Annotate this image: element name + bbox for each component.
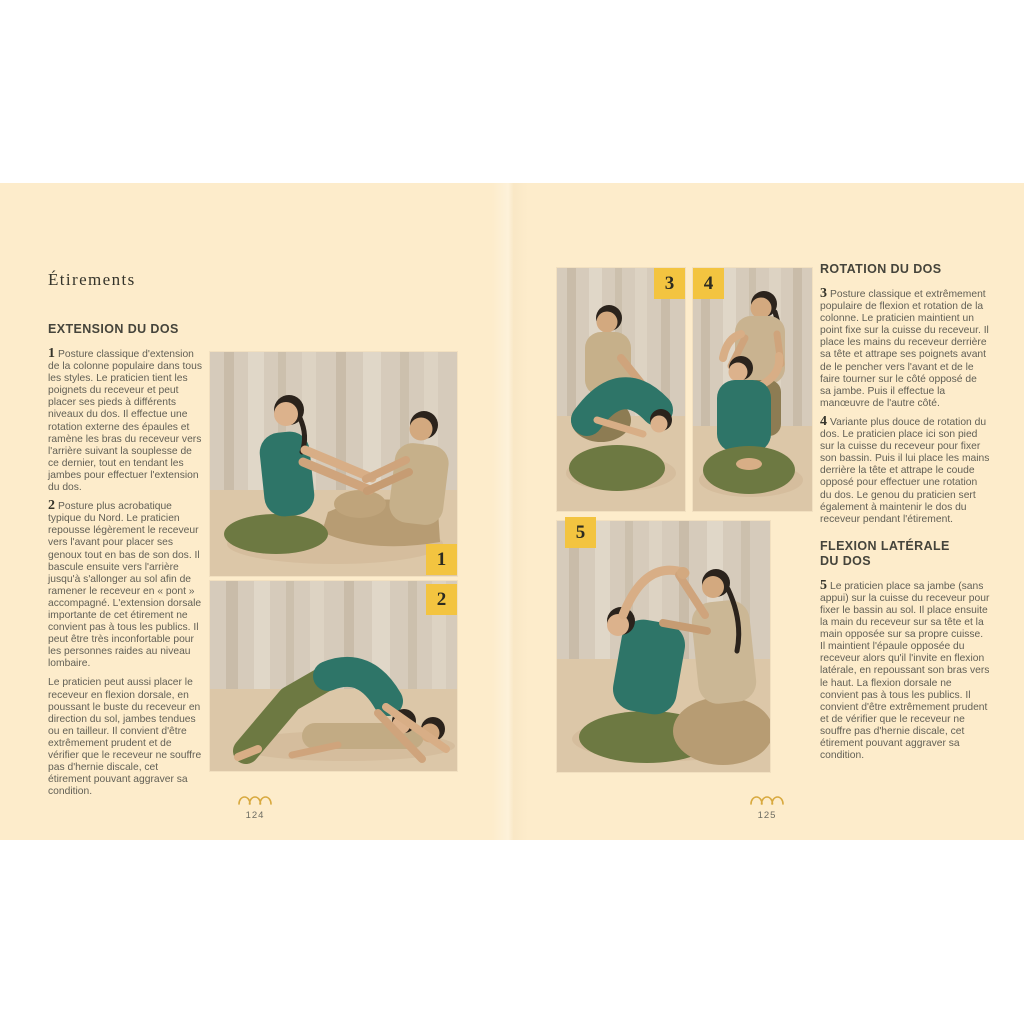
left-page-text-column <box>48 270 203 798</box>
step-number: 5 <box>820 577 827 593</box>
photo-4-illustration <box>693 268 812 511</box>
paragraph-text: Le praticien peut aussi placer le receveur en flexion dorsale, en poussant le buste du receveur en direction du sol, jambes tendues ou en tailleur. Il convient d'être extrêmement prudent et de vérifier que le receveur ne souffre pas d'hernie discale, cet étirement pouvant aggraver sa condition. <box>48 677 202 798</box>
right-page-text-column <box>820 262 990 762</box>
photo-number-badge: 5 <box>565 517 596 548</box>
photo-number-badge: 3 <box>654 268 685 299</box>
photo-2-illustration <box>210 581 457 771</box>
left-page-footer <box>225 792 285 821</box>
chapter-title: Étirements <box>48 270 136 289</box>
paragraph-text: Variante plus douce de rotation du dos. Le praticien place ici son pied sur la cuisse du receveur pour fixer son bassin. Puis il lui place les mains derrière la tête et attrape le coude opposé pour effectuer une rotation du dos. Le genou du praticien sert également à maintenir le dos du receveur pendant l'étirement. <box>820 416 990 525</box>
paragraph-text: Posture classique et extrêmement populaire de flexion et rotation de la colonne. Le praticien maintient un point fixe sur la cuisse du receveur. Il place les mains du receveur derrière sa tête et attrape ses poignets avant de le pencher vers l'avant et de le faire tourner sur le côté opposé de sa jambe. Puis il effectue la manœuvre de l'autre côté. <box>820 289 989 409</box>
section-heading-rotation-du-dos: ROTATION DU DOS <box>820 262 942 276</box>
paragraph-text: Posture classique d'extension de la colonne populaire dans tous les styles. Le praticien tient les poignets du receveur et peut placer ses pieds à différents niveaux du dos. Il effectue une rotation externe des épaules et ramène les bras du receveur vers l'arrière suivant la souplesse de ce dernier, tout en tendant les jambes pour effectuer l'extension du dos. <box>48 349 202 494</box>
paragraph-step-3 <box>820 286 990 410</box>
right-page-footer <box>737 792 797 821</box>
photo-gentle-rotation <box>693 268 812 511</box>
page-number: 124 <box>245 810 265 821</box>
paragraph-step-2 <box>48 498 203 670</box>
step-number: 3 <box>820 286 827 301</box>
section-heading-flexion-laterale: FLEXION LATÉRALE DU DOS <box>820 538 950 568</box>
photo-number-badge: 2 <box>426 584 457 615</box>
paragraph-step-5 <box>820 577 990 762</box>
paragraph-text: Posture plus acrobatique typique du Nord. Le praticien repousse légèrement le receveur vers l'avant pour placer ses genoux tout en bas de son dos. Il bascule ensuite vers l'arrière jusqu'à s'allonger au sol afin de ramener le receveur en « pont » accompagné. L'extension dorsale importante de cet étirement ne convient pas à tous les publics. Il peut être très inconfortable pour les personnes raides au niveau lombaire. <box>48 501 202 670</box>
page-number: 125 <box>757 810 777 821</box>
photo-3-illustration <box>557 268 685 511</box>
photo-forward-rotation <box>557 268 685 511</box>
step-number: 4 <box>820 413 827 429</box>
paragraph-step-4 <box>820 413 990 526</box>
paragraph-text: Le praticien place sa jambe (sans appui) sur la cuisse du receveur pour fixer le bassin au sol. Il place ensuite la main du receveur sur sa tête et la main opposée sur sa propre cuisse. Il maintient l'épaule opposée du receveur alors qu'il l'invite en flexion latérale, en repoussant son bras vers le haut. La flexion dorsale ne convient pas à tous les publics. Il convient d'être extrêmement prudent et de vérifier que le receveur ne souffre pas d'hernie discale, cet étirement pouvant aggraver sa condition. <box>820 580 990 762</box>
paragraph-note <box>48 677 203 798</box>
section-heading-extension-du-dos: EXTENSION DU DOS <box>48 322 179 336</box>
photo-number-badge: 1 <box>426 544 457 575</box>
photo-back-extension-seated <box>210 352 457 576</box>
page-gutter <box>492 183 528 840</box>
photo-5-illustration <box>557 521 770 772</box>
step-number: 2 <box>48 498 55 514</box>
step-number: 1 <box>48 346 55 361</box>
photo-number-badge: 4 <box>693 268 724 299</box>
paragraph-step-1 <box>48 346 203 494</box>
scallop-ornament-icon <box>238 794 272 805</box>
photo-bridge-pose <box>210 581 457 771</box>
photo-1-illustration <box>210 352 457 576</box>
scallop-ornament-icon <box>750 794 784 805</box>
photo-lateral-flexion <box>557 521 770 772</box>
